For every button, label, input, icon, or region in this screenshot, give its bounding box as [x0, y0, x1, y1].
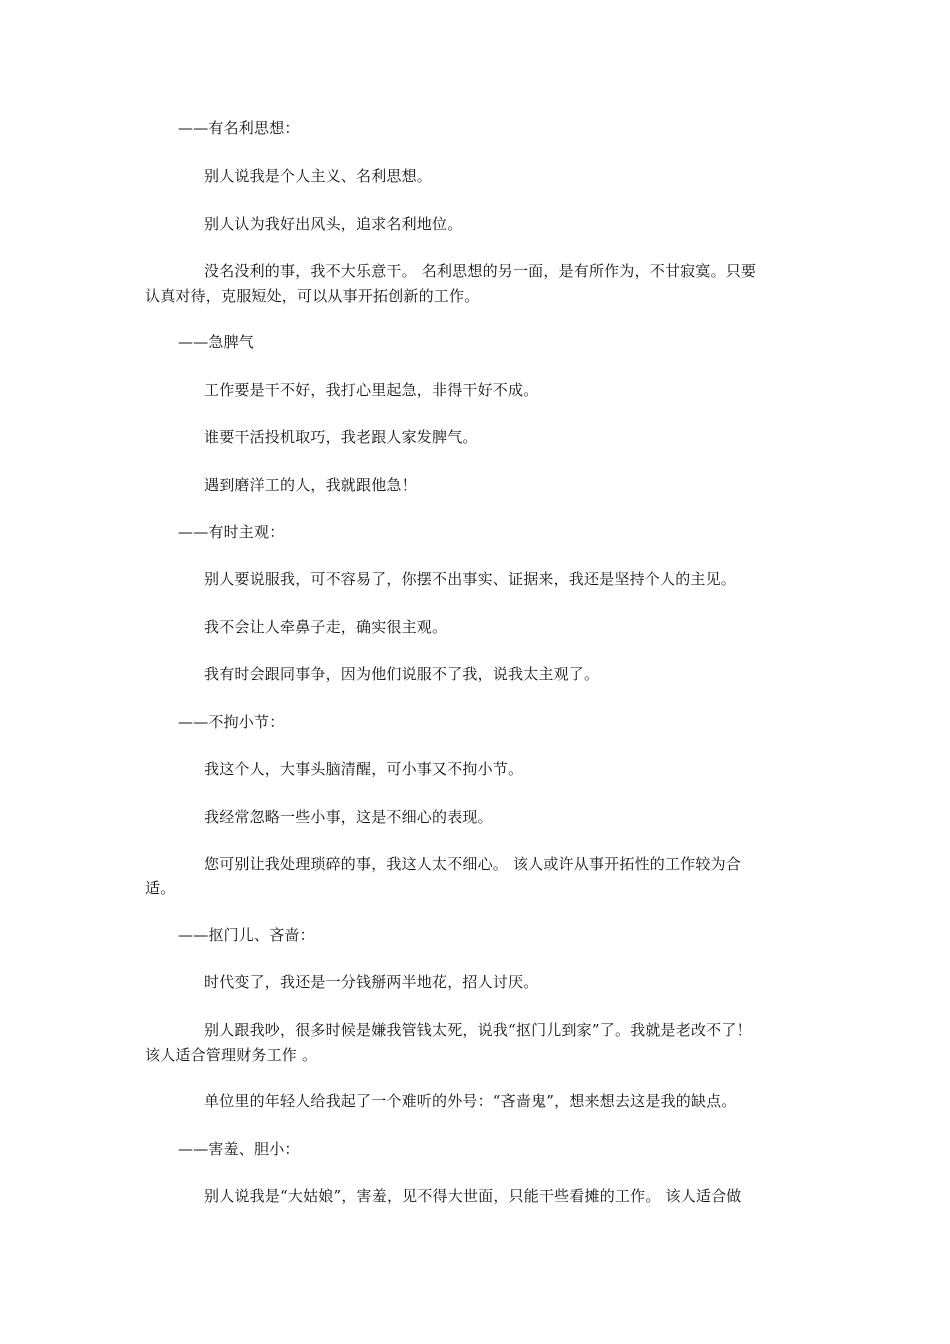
paragraph-line: 我这个人，大事头脑清醒，可小事又不拘小节。	[204, 760, 524, 778]
paragraph-line: 我经常忽略一些小事，这是不细心的表现。	[204, 808, 493, 826]
paragraph-line: 没名没利的事，我不大乐意干。 名利思想的另一面，是有所作为，不甘寂寞。只要	[204, 262, 757, 280]
heading-temper: ——急脾气	[178, 333, 255, 351]
heading-details: ——不拘小节：	[178, 713, 285, 731]
paragraph-line: 时代变了，我还是一分钱掰两半地花，招人讨厌。	[204, 973, 539, 991]
paragraph-line: 别人跟我吵，很多时候是嫌我管钱太死，说我“抠门儿到家”了。我就是老改不了！	[204, 1021, 752, 1039]
paragraph-line: 别人说我是个人主义、名利思想。	[204, 167, 433, 185]
paragraph-line: 工作要是干不好，我打心里起急，非得干好不成。	[204, 381, 539, 399]
heading-shy: ——害羞、胆小：	[178, 1140, 300, 1158]
paragraph-line-continued: 适。	[145, 879, 176, 897]
paragraph-line: 遇到磨洋工的人，我就跟他急！	[204, 476, 417, 494]
paragraph-line: 单位里的年轻人给我起了一个难听的外号：“吝啬鬼”，想来想去这是我的缺点。	[204, 1092, 737, 1110]
paragraph-line: 别人说我是“大姑娘”，害羞，见不得大世面，只能干些看摊的工作。 该人适合做	[204, 1187, 742, 1205]
paragraph-line: 我有时会跟同事争，因为他们说服不了我，说我太主观了。	[204, 665, 600, 683]
paragraph-line: 我不会让人牵鼻子走，确实很主观。	[204, 618, 448, 636]
paragraph-line: 谁要干活投机取巧，我老跟人家发脾气。	[204, 428, 478, 446]
paragraph-line-continued: 认真对待，克服短处，可以从事开拓创新的工作。	[145, 287, 480, 305]
heading-stingy: ——抠门儿、吝啬：	[178, 926, 315, 944]
paragraph-line: 别人要说服我，可不容易了，你摆不出事实、证据来，我还是坚持个人的主见。	[204, 570, 737, 588]
paragraph-line: 您可别让我处理琐碎的事，我这人太不细心。 该人或许从事开拓性的工作较为合	[204, 855, 741, 873]
paragraph-line-continued: 该人适合管理财务工作 。	[145, 1046, 318, 1064]
paragraph-line: 别人认为我好出风头，追求名利地位。	[204, 215, 463, 233]
heading-subjective: ——有时主观：	[178, 523, 285, 541]
heading-fame: ——有名利思想：	[178, 119, 300, 137]
